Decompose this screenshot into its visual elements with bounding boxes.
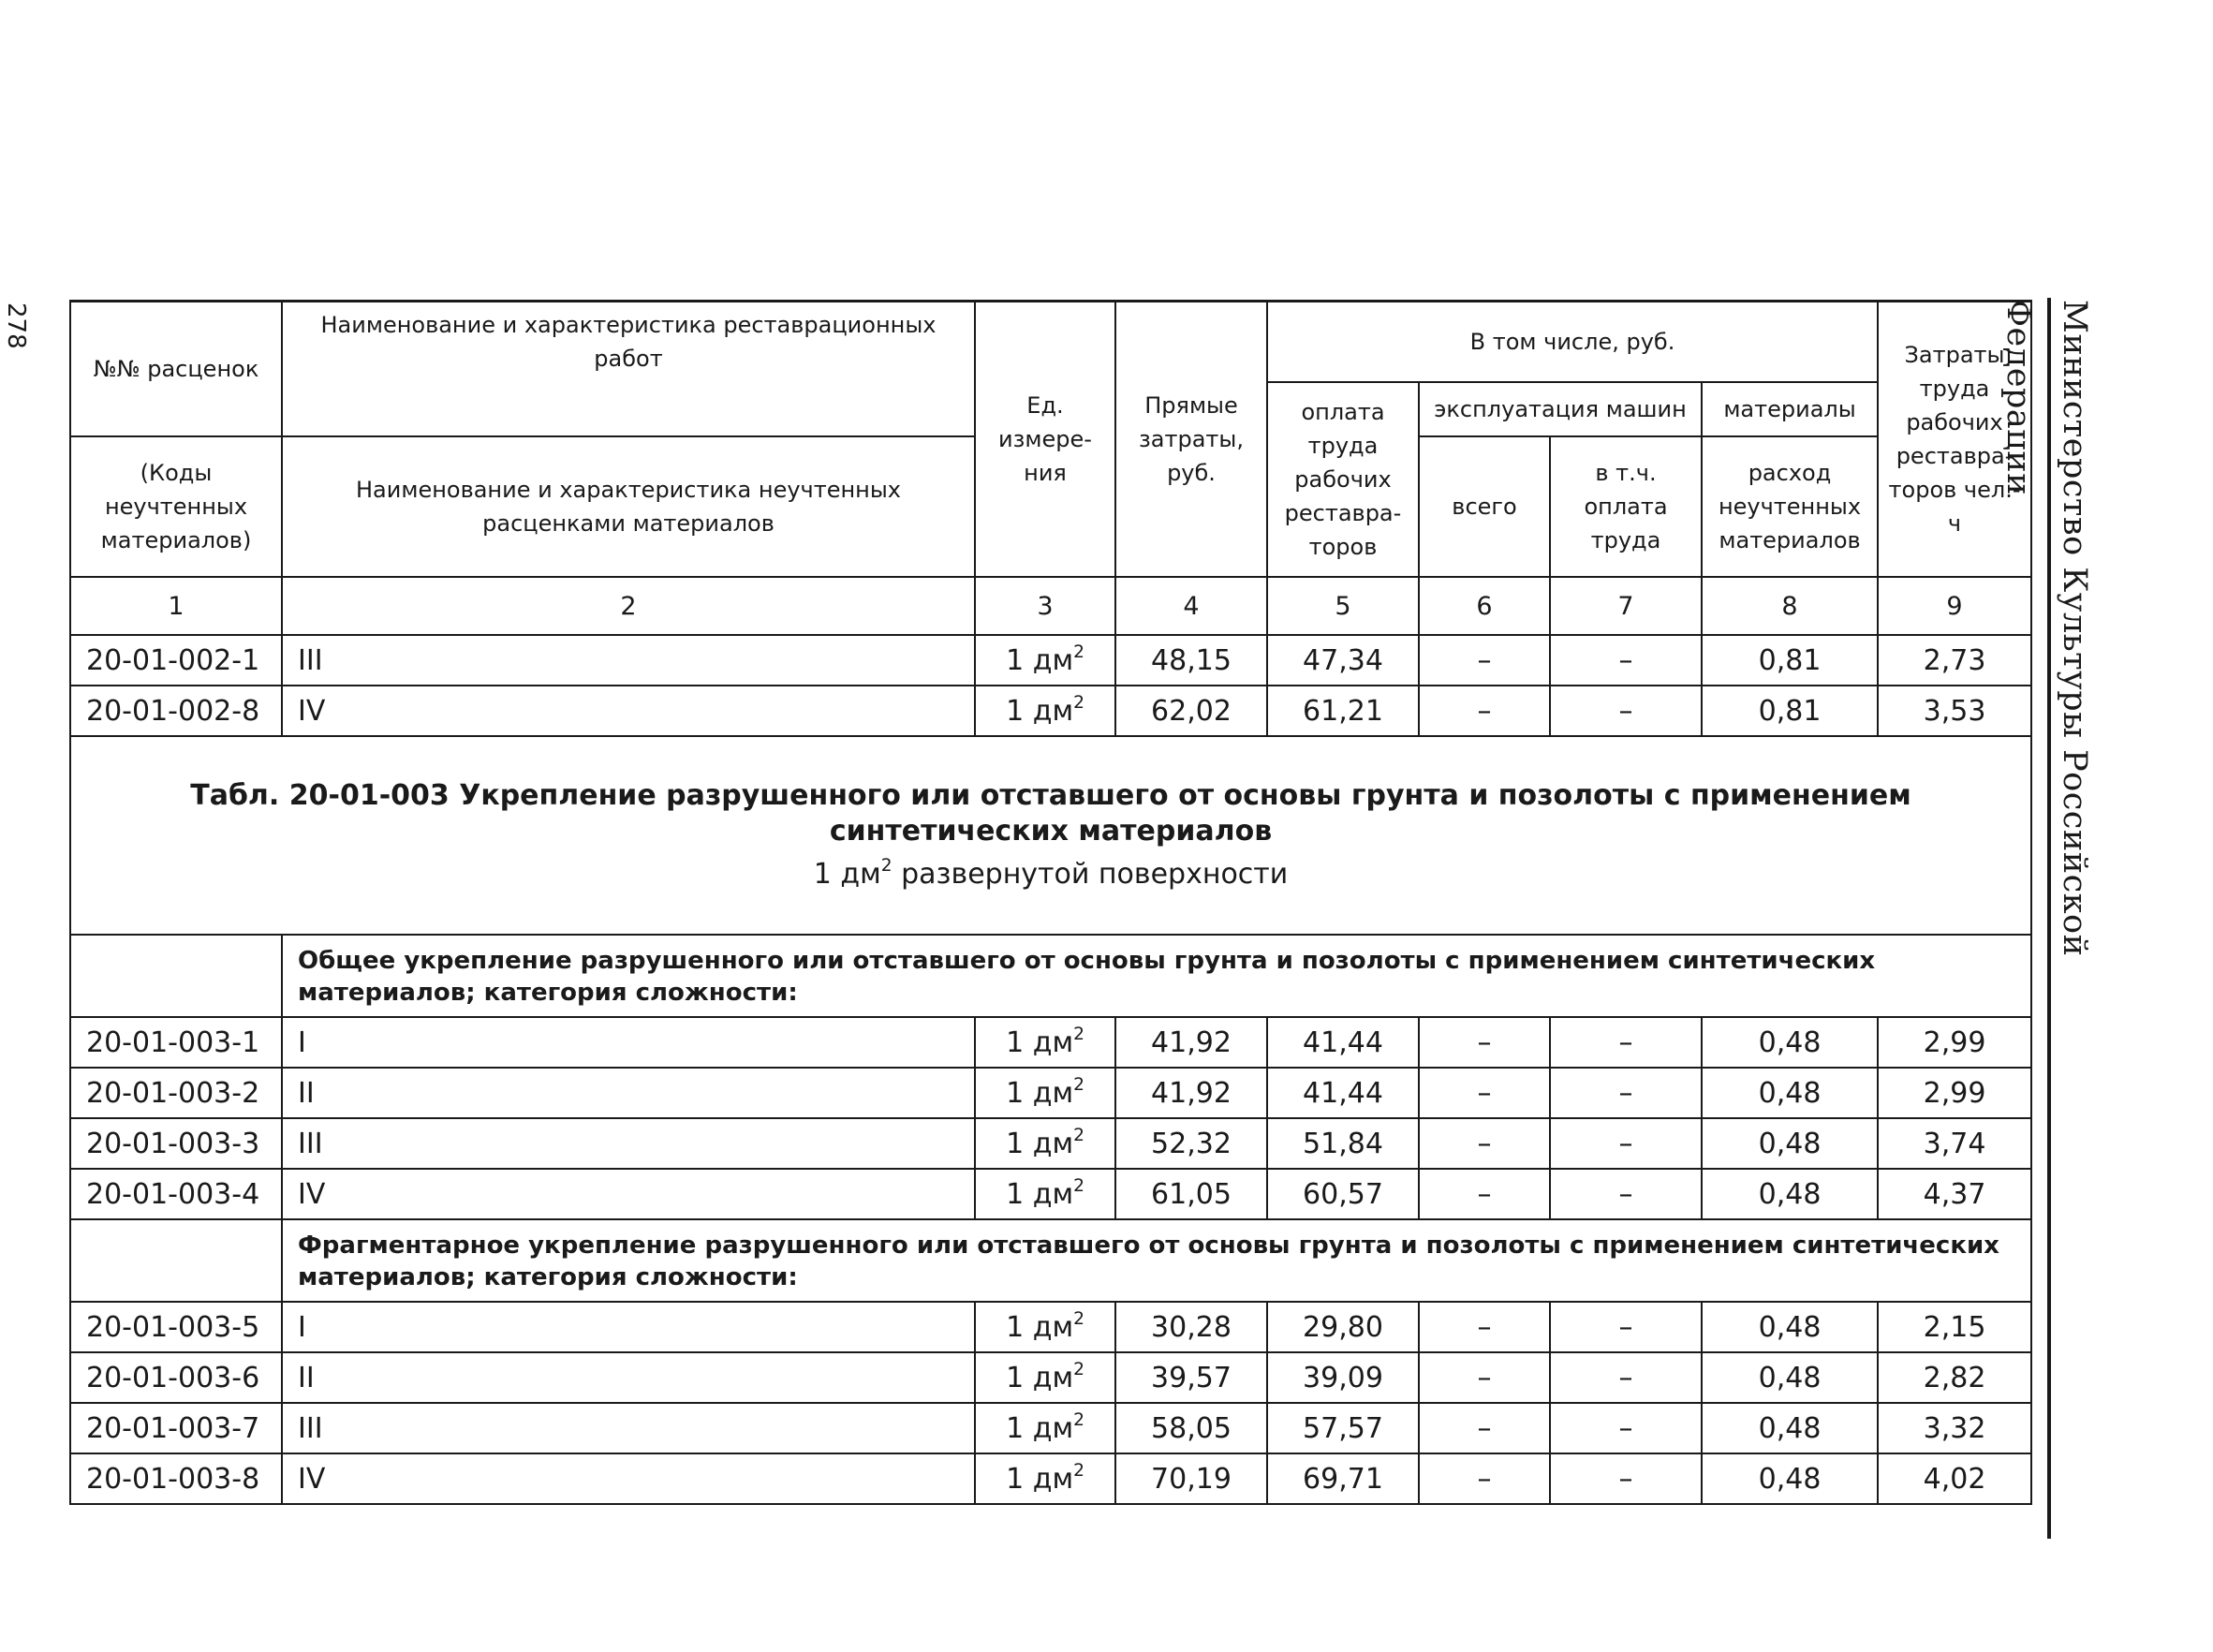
unit-cell: 1 $дм^2$ xyxy=(975,1403,1115,1453)
machines-labor: – xyxy=(1550,1118,1702,1169)
direct-cost: 61,05 xyxy=(1115,1169,1267,1219)
machines-labor: – xyxy=(1550,1453,1702,1504)
header-machines: эксплуатация машин xyxy=(1419,382,1702,436)
section-label-general: Общее укрепление разрушенного или отставшего от основы грунта и позолоты с применением синтетических материалов; категория сложности: xyxy=(282,935,2031,1017)
materials-cost: 0,81 xyxy=(1702,686,1878,736)
table-row xyxy=(70,1352,2031,1403)
labor-pay: 29,80 xyxy=(1267,1302,1419,1352)
materials-cost: 0,48 xyxy=(1702,1403,1878,1453)
labor-pay: 69,71 xyxy=(1267,1453,1419,1504)
labor-pay: 47,34 xyxy=(1267,635,1419,686)
machines-total: – xyxy=(1419,1453,1550,1504)
header-unit: Ед. измере-ния xyxy=(975,302,1115,578)
column-number-row xyxy=(70,577,2031,635)
column-number: 4 xyxy=(1115,577,1267,635)
table-row xyxy=(70,1169,2031,1219)
rate-code: 20-01-003-5 xyxy=(70,1302,282,1352)
unit-cell: 1 $дм^2$ xyxy=(975,1302,1115,1352)
table-row xyxy=(70,1302,2031,1352)
direct-cost: 52,32 xyxy=(1115,1118,1267,1169)
machines-total: – xyxy=(1419,635,1550,686)
direct-cost: 62,02 xyxy=(1115,686,1267,736)
column-number: 6 xyxy=(1419,577,1550,635)
table-row xyxy=(70,1403,2031,1453)
labor-pay: 60,57 xyxy=(1267,1169,1419,1219)
machines-total: – xyxy=(1419,1118,1550,1169)
complexity-category: III xyxy=(282,635,975,686)
side-title: Министерство Культуры Российской Федерации xyxy=(1999,300,2093,957)
rate-code: 20-01-003-8 xyxy=(70,1453,282,1504)
machines-total: – xyxy=(1419,1017,1550,1068)
header-labor-pay: оплата труда рабочих реставра-торов xyxy=(1267,382,1419,577)
machines-total: – xyxy=(1419,1403,1550,1453)
unit-cell: 1 $дм^2$ xyxy=(975,1118,1115,1169)
direct-cost: 58,05 xyxy=(1115,1403,1267,1453)
direct-cost: 48,15 xyxy=(1115,635,1267,686)
direct-cost: 70,19 xyxy=(1115,1453,1267,1504)
complexity-category: III xyxy=(282,1403,975,1453)
section-header-general xyxy=(70,935,2031,1017)
machines-labor: – xyxy=(1550,635,1702,686)
labor-pay: 57,57 xyxy=(1267,1403,1419,1453)
header-materials-usage: расход неучтенных материалов xyxy=(1702,436,1878,577)
machines-labor: – xyxy=(1550,1302,1702,1352)
rate-code: 20-01-003-3 xyxy=(70,1118,282,1169)
machines-total: – xyxy=(1419,1302,1550,1352)
machines-labor: – xyxy=(1550,1068,1702,1118)
labor-hours: 4,02 xyxy=(1878,1453,2031,1504)
section-label-fragmentary: Фрагментарное укрепление разрушенного или отставшего от основы грунта и позолоты с применением синтетических материалов; категория сложности: xyxy=(282,1219,2031,1302)
header-name-bottom: Наименование и характеристика неучтенных расценками материалов xyxy=(282,436,975,577)
column-number: 9 xyxy=(1878,577,2031,635)
machines-total: – xyxy=(1419,686,1550,736)
machines-total: – xyxy=(1419,1169,1550,1219)
column-number: 5 xyxy=(1267,577,1419,635)
labor-hours: 2,73 xyxy=(1878,635,2031,686)
column-number: 8 xyxy=(1702,577,1878,635)
complexity-category: IV xyxy=(282,686,975,736)
rate-code: 20-01-003-7 xyxy=(70,1403,282,1453)
complexity-category: III xyxy=(282,1118,975,1169)
unit-cell: 1 $дм^2$ xyxy=(975,1169,1115,1219)
machines-total: – xyxy=(1419,1068,1550,1118)
table-row xyxy=(70,1118,2031,1169)
header-materials: материалы xyxy=(1702,382,1878,436)
labor-pay: 41,44 xyxy=(1267,1017,1419,1068)
materials-cost: 0,48 xyxy=(1702,1453,1878,1504)
header-name-top: Наименование и характеристика реставрационных работ xyxy=(282,302,975,437)
direct-cost: 30,28 xyxy=(1115,1302,1267,1352)
direct-cost: 41,92 xyxy=(1115,1017,1267,1068)
machines-labor: – xyxy=(1550,686,1702,736)
materials-cost: 0,48 xyxy=(1702,1169,1878,1219)
materials-cost: 0,48 xyxy=(1702,1017,1878,1068)
header-codes-bottom: (Коды неучтенных материалов) xyxy=(70,436,282,577)
labor-pay: 51,84 xyxy=(1267,1118,1419,1169)
labor-hours: 2,99 xyxy=(1878,1017,2031,1068)
column-number: 1 xyxy=(70,577,282,635)
complexity-category: I xyxy=(282,1302,975,1352)
complexity-category: I xyxy=(282,1017,975,1068)
labor-hours: 3,74 xyxy=(1878,1118,2031,1169)
labor-pay: 39,09 xyxy=(1267,1352,1419,1403)
column-number: 7 xyxy=(1550,577,1702,635)
header-machines-total: всего xyxy=(1419,436,1550,577)
table-row xyxy=(70,635,2031,686)
labor-pay: 61,21 xyxy=(1267,686,1419,736)
unit-cell: 1 $дм^2$ xyxy=(975,1017,1115,1068)
machines-labor: – xyxy=(1550,1352,1702,1403)
rate-code: 20-01-002-1 xyxy=(70,635,282,686)
labor-pay: 41,44 xyxy=(1267,1068,1419,1118)
labor-hours: 2,99 xyxy=(1878,1068,2031,1118)
table-unit: 1 $дм^2$ развернутой поверхности xyxy=(813,855,1289,891)
rate-code: 20-01-003-1 xyxy=(70,1017,282,1068)
column-number: 3 xyxy=(975,577,1115,635)
column-number: 2 xyxy=(282,577,975,635)
table-title: Табл. 20-01-003 Укрепление разрушенного или отставшего от основы грунта и позолоты с применением синтетических материалов xyxy=(190,778,1911,848)
materials-cost: 0,48 xyxy=(1702,1068,1878,1118)
complexity-category: IV xyxy=(282,1169,975,1219)
machines-labor: – xyxy=(1550,1169,1702,1219)
header-group-label: В том числе, руб. xyxy=(1267,302,1878,383)
unit-cell: 1 $дм^2$ xyxy=(975,686,1115,736)
direct-cost: 39,57 xyxy=(1115,1352,1267,1403)
machines-total: – xyxy=(1419,1352,1550,1403)
materials-cost: 0,48 xyxy=(1702,1352,1878,1403)
materials-cost: 0,48 xyxy=(1702,1302,1878,1352)
materials-cost: 0,81 xyxy=(1702,635,1878,686)
machines-labor: – xyxy=(1550,1403,1702,1453)
header-row-1 xyxy=(70,302,2031,383)
direct-cost: 41,92 xyxy=(1115,1068,1267,1118)
rate-code: 20-01-003-2 xyxy=(70,1068,282,1118)
machines-labor: – xyxy=(1550,1017,1702,1068)
complexity-category: II xyxy=(282,1352,975,1403)
labor-hours: 2,15 xyxy=(1878,1302,2031,1352)
rate-code: 20-01-003-6 xyxy=(70,1352,282,1403)
header-codes-top: №№ расценок xyxy=(70,302,282,437)
unit-cell: 1 $дм^2$ xyxy=(975,1068,1115,1118)
complexity-category: II xyxy=(282,1068,975,1118)
rates-table xyxy=(69,300,2032,1505)
labor-hours: 2,82 xyxy=(1878,1352,2031,1403)
table-row xyxy=(70,686,2031,736)
unit-cell: 1 $дм^2$ xyxy=(975,1352,1115,1403)
table-row xyxy=(70,1017,2031,1068)
materials-cost: 0,48 xyxy=(1702,1118,1878,1169)
table-title-row xyxy=(70,736,2031,935)
unit-cell: 1 $дм^2$ xyxy=(975,1453,1115,1504)
header-labor-hours: Затраты труда рабочих реставра-торов чел.-ч xyxy=(1878,302,2031,578)
table-row xyxy=(70,1453,2031,1504)
labor-hours: 4,37 xyxy=(1878,1169,2031,1219)
page-number: 278 xyxy=(2,302,30,349)
header-direct-costs: Прямые затраты, руб. xyxy=(1115,302,1267,578)
rate-code: 20-01-002-8 xyxy=(70,686,282,736)
labor-hours: 3,32 xyxy=(1878,1403,2031,1453)
table-row xyxy=(70,1068,2031,1118)
rate-code: 20-01-003-4 xyxy=(70,1169,282,1219)
labor-hours: 3,53 xyxy=(1878,686,2031,736)
unit-cell: 1 $дм^2$ xyxy=(975,635,1115,686)
complexity-category: IV xyxy=(282,1453,975,1504)
header-machines-labor: в т.ч. оплата труда xyxy=(1550,436,1702,577)
section-header-fragmentary xyxy=(70,1219,2031,1302)
